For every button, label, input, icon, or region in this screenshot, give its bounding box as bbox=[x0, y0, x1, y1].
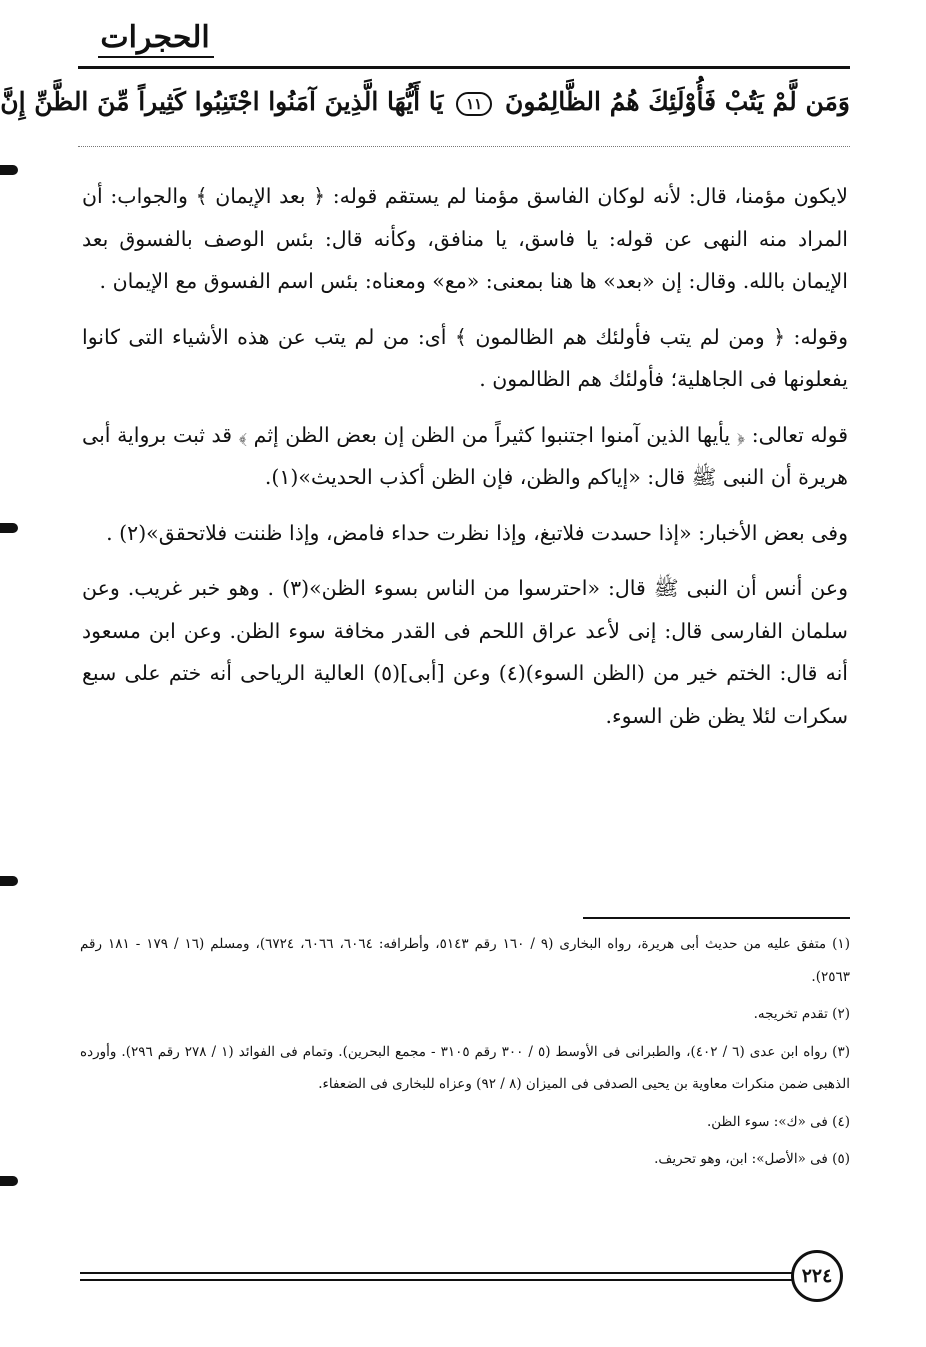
surah-title: الحجرات bbox=[100, 20, 210, 55]
page-number: ٢٢٤ bbox=[791, 1250, 843, 1302]
footnote-2: (٢) تقدم تخريجه. bbox=[753, 1006, 850, 1022]
header-dotted-rule bbox=[78, 146, 850, 147]
paragraph-5: وعن أنس أن النبى ﷺ قال: «احترسوا من الناس بسوء الظن»(٣) . وهو خبر غريب. وعن سلمان الفارسى قال: إنى لأعد عراق اللحم فى القدر مخافة سوء الظن. وعن ابن مسعود أنه قال: الختم خير من (الظن السوء)(٤) وعن [أبى](٥) العالية الرياحى أنه ختم على سبع سكرات لئلا يظن ظن السوء. bbox=[82, 576, 848, 728]
verse-text-after: يَا أَيُّهَا الَّذِينَ آمَنُوا اجْتَنِبُوا كَثِيراً مِّنَ الظَّنِّ إِنَّ bbox=[0, 87, 444, 116]
title-underline bbox=[98, 56, 214, 58]
footnotes bbox=[80, 928, 850, 1181]
footnote-separator bbox=[583, 917, 850, 919]
body-text bbox=[82, 175, 848, 750]
footer-rule-bottom bbox=[80, 1279, 794, 1281]
paragraph-1: لايكون مؤمنا، قال: لأنه لوكان الفاسق مؤمنا لم يستقم قوله: ﴿ بعد الإيمان ﴾ والجواب: أن المراد منه النهى عن قوله: يا فاسق، يا منافق، وكأنه قال: بئس الوصف بالفسوق بعد الإيمان بالله. وقال: إن «بعد» ها هنا بمعنى: «مع» ومعناه: بئس اسم الفسوق مع الإيمان . bbox=[82, 184, 848, 293]
scan-edge-mark bbox=[0, 165, 18, 175]
footer-rule-top bbox=[80, 1272, 794, 1274]
footnote-3: (٣) رواه ابن عدى (٦ / ٤٠٢)، والطبرانى فى الأوسط (٥ / ٣٠٠ رقم ٣١٠٥ - مجمع البحرين). وتمام فى الفوائد (١ / ٢٧٨ رقم ٢٩٦). وأورده الذهبى ضمن منكرات معاوية بن يحيى الصدفى فى الميزان (٨ / ٩٢) وعزاه للبخارى فى الضعفاء. bbox=[80, 1043, 850, 1092]
paragraph-2: وقوله: ﴿ ومن لم يتب فأولئك هم الظالمون ﴾ أى: من لم يتب عن هذه الأشياء التى كانوا يفعلونها فى الجاهلية؛ فأولئك هم الظالمون . bbox=[82, 324, 848, 391]
footnote-5: (٥) فى «الأصل»: ابن، وهو تحريف. bbox=[654, 1151, 850, 1167]
footnote-1: (١) متفق عليه من حديث أبى هريرة، رواه البخارى (٩ / ١٦٠ رقم ٥١٤٣، وأطرافه: ٦٠٦٤، ٦٠٦٦، ٦٧٢٤)، ومسلم (١٦ / ١٧٩ - ١٨١ رقم ٢٥٦٣). bbox=[80, 936, 850, 985]
paragraph-3: قوله تعالى: ﴿ يأيها الذين آمنوا اجتنبوا كثيراً من الظن إن بعض الظن إثم ﴾ قد ثبت برواية أبى هريرة أن النبى ﷺ قال: «إياكم والظن، فإن الظن أكذب الحديث»(١). bbox=[82, 422, 848, 489]
paragraph-4: وفى بعض الأخبار: «إذا حسدت فلاتبغ، وإذا نظرت حداء فامض، وإذا ظننت فلاتحقق»(٢) . bbox=[106, 520, 848, 545]
scan-edge-mark bbox=[0, 876, 18, 886]
verse-number-marker: ١١ bbox=[456, 92, 492, 116]
verse-text-before: وَمَن لَّمْ يَتُبْ فَأُوْلَئِكَ هُمُ الظَّالِمُونَ bbox=[504, 87, 850, 116]
scan-edge-mark bbox=[0, 1176, 18, 1186]
header-rule bbox=[78, 66, 850, 69]
footnote-4: (٤) فى «ك»: سوء الظن. bbox=[706, 1113, 850, 1130]
scan-edge-mark bbox=[0, 523, 18, 533]
verse-header bbox=[0, 72, 850, 142]
